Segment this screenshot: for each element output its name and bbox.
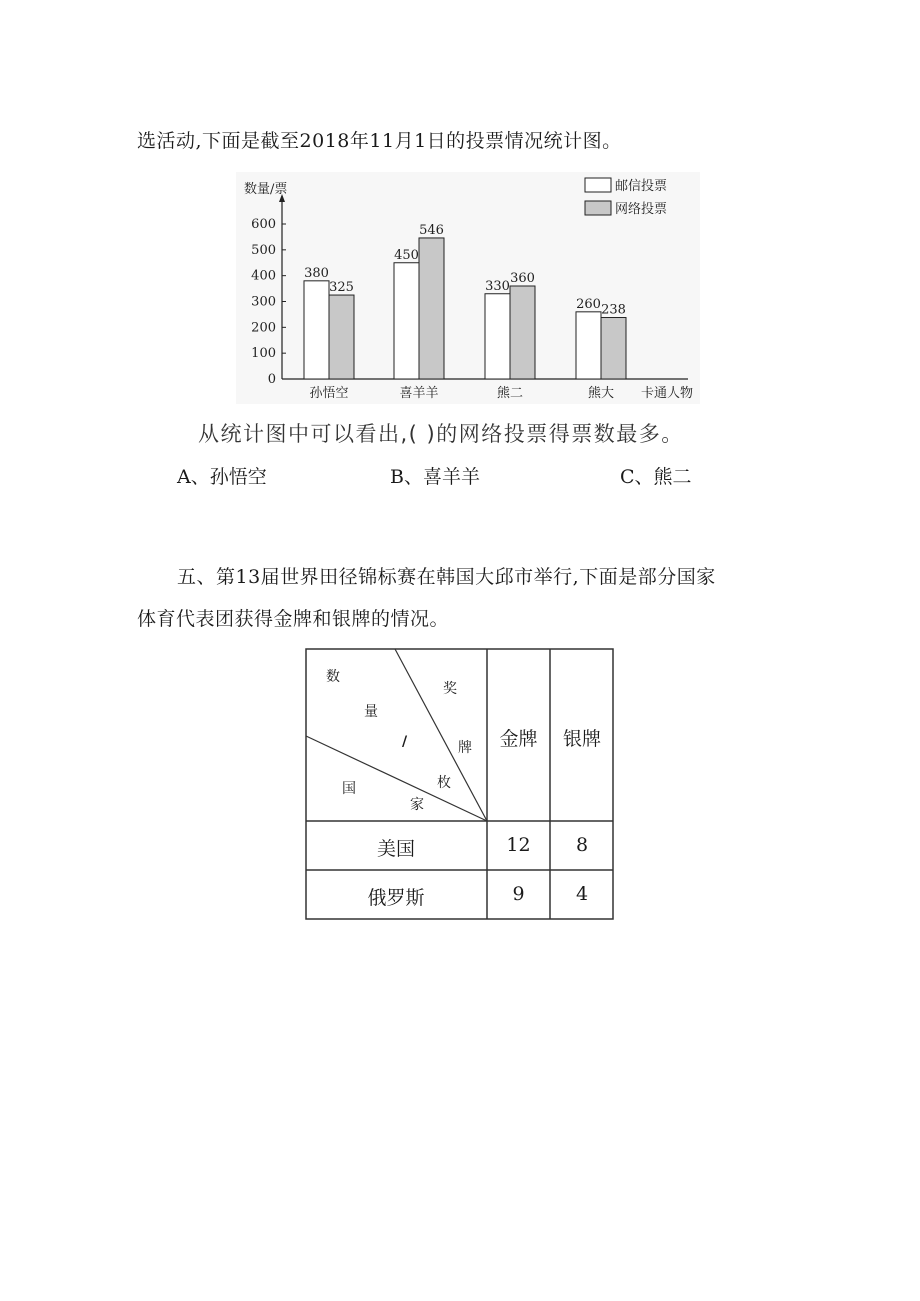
legend-label: 网络投票 xyxy=(615,202,668,217)
y-tick-label: 300 xyxy=(251,294,276,310)
corner-char: 牌 xyxy=(458,740,472,756)
bar xyxy=(510,286,535,379)
legend-label: 邮信投票 xyxy=(615,179,668,194)
intro-text: 选活动,下面是截至2018年11月1日的投票情况统计图。 xyxy=(137,130,622,152)
x-category-label: 孙悟空 xyxy=(309,386,349,401)
corner-char: 量 xyxy=(364,704,378,720)
bar-value-label: 325 xyxy=(329,280,354,296)
y-tick-label: 500 xyxy=(251,242,276,258)
section5-line2: 体育代表团获得金牌和银牌的情况。 xyxy=(137,608,450,630)
x-axis-label: 卡通人物 xyxy=(641,386,694,401)
header-gold: 金牌 xyxy=(499,728,538,750)
bar xyxy=(329,295,354,379)
bar xyxy=(485,294,510,379)
bar-value-label: 360 xyxy=(510,271,535,286)
vote-bar-chart xyxy=(236,172,700,404)
bar-value-label: 450 xyxy=(394,247,419,263)
corner-diagonal-1 xyxy=(395,649,487,821)
medal-table xyxy=(305,648,614,920)
row-country: 美国 xyxy=(376,838,415,860)
y-tick-label: 0 xyxy=(267,372,276,387)
question-text: 从统计图中可以看出,( )的网络投票得票数最多。 xyxy=(198,422,684,446)
x-category-label: 喜羊羊 xyxy=(399,386,439,401)
corner-char: 数 xyxy=(326,669,340,685)
option-c[interactable]: C、熊二 xyxy=(620,466,692,488)
bar xyxy=(576,312,601,379)
bar-value-label: 260 xyxy=(576,296,601,312)
bar xyxy=(304,281,329,379)
corner-char: 枚 xyxy=(437,775,451,791)
legend-swatch xyxy=(585,201,611,215)
bar xyxy=(394,263,419,379)
legend-swatch xyxy=(585,178,611,192)
bar-value-label: 380 xyxy=(304,265,329,281)
corner-char: 国 xyxy=(342,781,356,797)
row-silver: 8 xyxy=(575,834,589,856)
corner-char: / xyxy=(402,734,408,750)
x-category-label: 熊大 xyxy=(587,386,615,401)
y-tick-label: 600 xyxy=(251,217,276,232)
row-gold: 12 xyxy=(506,834,531,856)
bar-value-label: 330 xyxy=(485,278,510,294)
option-b[interactable]: B、喜羊羊 xyxy=(390,466,480,488)
corner-char: 奖 xyxy=(443,681,457,697)
row-silver: 4 xyxy=(575,883,589,905)
row-gold: 9 xyxy=(512,883,525,905)
header-silver: 银牌 xyxy=(562,728,601,750)
option-a[interactable]: A、孙悟空 xyxy=(177,466,267,488)
chart-svg xyxy=(236,172,700,404)
x-category-label: 熊二 xyxy=(496,386,524,401)
bar-value-label: 546 xyxy=(419,222,444,238)
bar xyxy=(419,238,444,379)
y-tick-label: 200 xyxy=(251,320,276,336)
section5-line1: 五、第13届世界田径锦标赛在韩国大邱市举行,下面是部分国家 xyxy=(177,566,716,588)
y-tick-label: 400 xyxy=(251,268,276,284)
bar-value-label: 238 xyxy=(601,302,626,318)
corner-char: 家 xyxy=(410,797,424,813)
y-tick-label: 100 xyxy=(251,346,276,362)
bar xyxy=(601,318,626,379)
y-axis-label: 数量/票 xyxy=(244,182,288,197)
row-country: 俄罗斯 xyxy=(367,887,425,909)
